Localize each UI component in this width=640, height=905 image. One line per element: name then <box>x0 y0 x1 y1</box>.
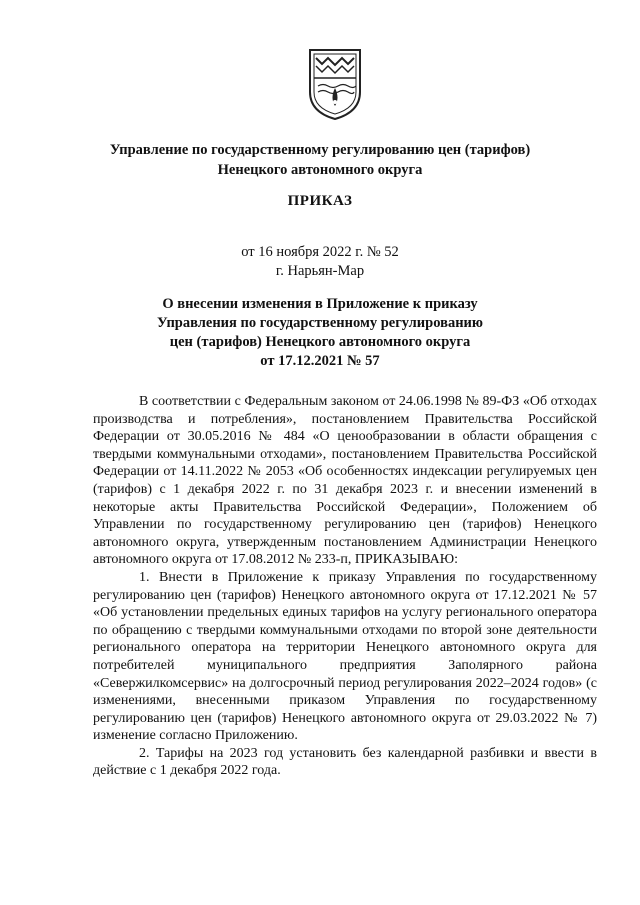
organization-name-line1: Управление по государственному регулированию цен (тарифов) <box>109 142 531 158</box>
coat-of-arms-icon <box>306 46 364 122</box>
subject-line3: цен (тарифов) Ненецкого автономного округа <box>169 334 471 350</box>
organization-name-line2: Ненецкого автономного округа <box>217 162 423 178</box>
document-type-title: ПРИКАЗ <box>287 193 353 209</box>
order-item-1: 1. Внести в Приложение к приказу Управления по государственному регулированию цен (тарифов) Ненецкого автономного округа от 17.12.2021 № 57 «Об установлении предельных единых тарифов на услугу регионального оператора по обращению с твердыми коммунальными отходами по второй зоне деятельности регионального оператора на территории Ненецкого автономного округа для потребителей муниципального предприятия Заполярного района «Севержилкомсервис» на долгосрочный период регулирования 2022–2024 годов» (с изменениями, внесенными приказом Управления по государственному регулированию цен (тарифов) Ненецкого автономного округа от 29.03.2022 № 7) изменение согласно Приложению. <box>93 569 597 744</box>
subject-line2: Управления по государственному регулированию <box>157 315 483 331</box>
document-date-number: от 16 ноября 2022 г. № 52 <box>241 244 399 260</box>
document-place: г. Нарьян-Мар <box>275 263 365 279</box>
subject-line1: О внесении изменения в Приложение к приказу <box>162 296 478 312</box>
document-meta <box>0 243 640 281</box>
document-body <box>93 393 597 780</box>
preamble-paragraph: В соответствии с Федеральным законом от 24.06.1998 № 89-ФЗ «Об отходах производства и потребления», постановлением Правительства Российской Федерации от 30.05.2016 № 484 «О ценообразовании в области обращения с твердыми коммунальными отходами», постановлением Правительства Российской Федерации от 14.11.2022 № 2053 «Об особенностях индексации регулируемых цен (тарифов) с 1 декабря 2022 г. по 31 декабря 2023 г. и внесении изменений в некоторые акты Правительства Российской Федерации», Положением об Управлении по государственному регулированию цен (тарифов) Ненецкого автономного округа, утвержденным постановлением Администрации Ненецкого автономного округа от 17.08.2012 № 233-п, ПРИКАЗЫВАЮ: <box>93 394 597 568</box>
subject-line4: от 17.12.2021 № 57 <box>260 353 380 369</box>
order-item-2: 2. Тарифы на 2023 год установить без календарной разбивки и ввести в действие с 1 декабря 2022 года. <box>93 745 597 779</box>
organization-header <box>0 140 640 180</box>
document-subject <box>0 295 640 371</box>
